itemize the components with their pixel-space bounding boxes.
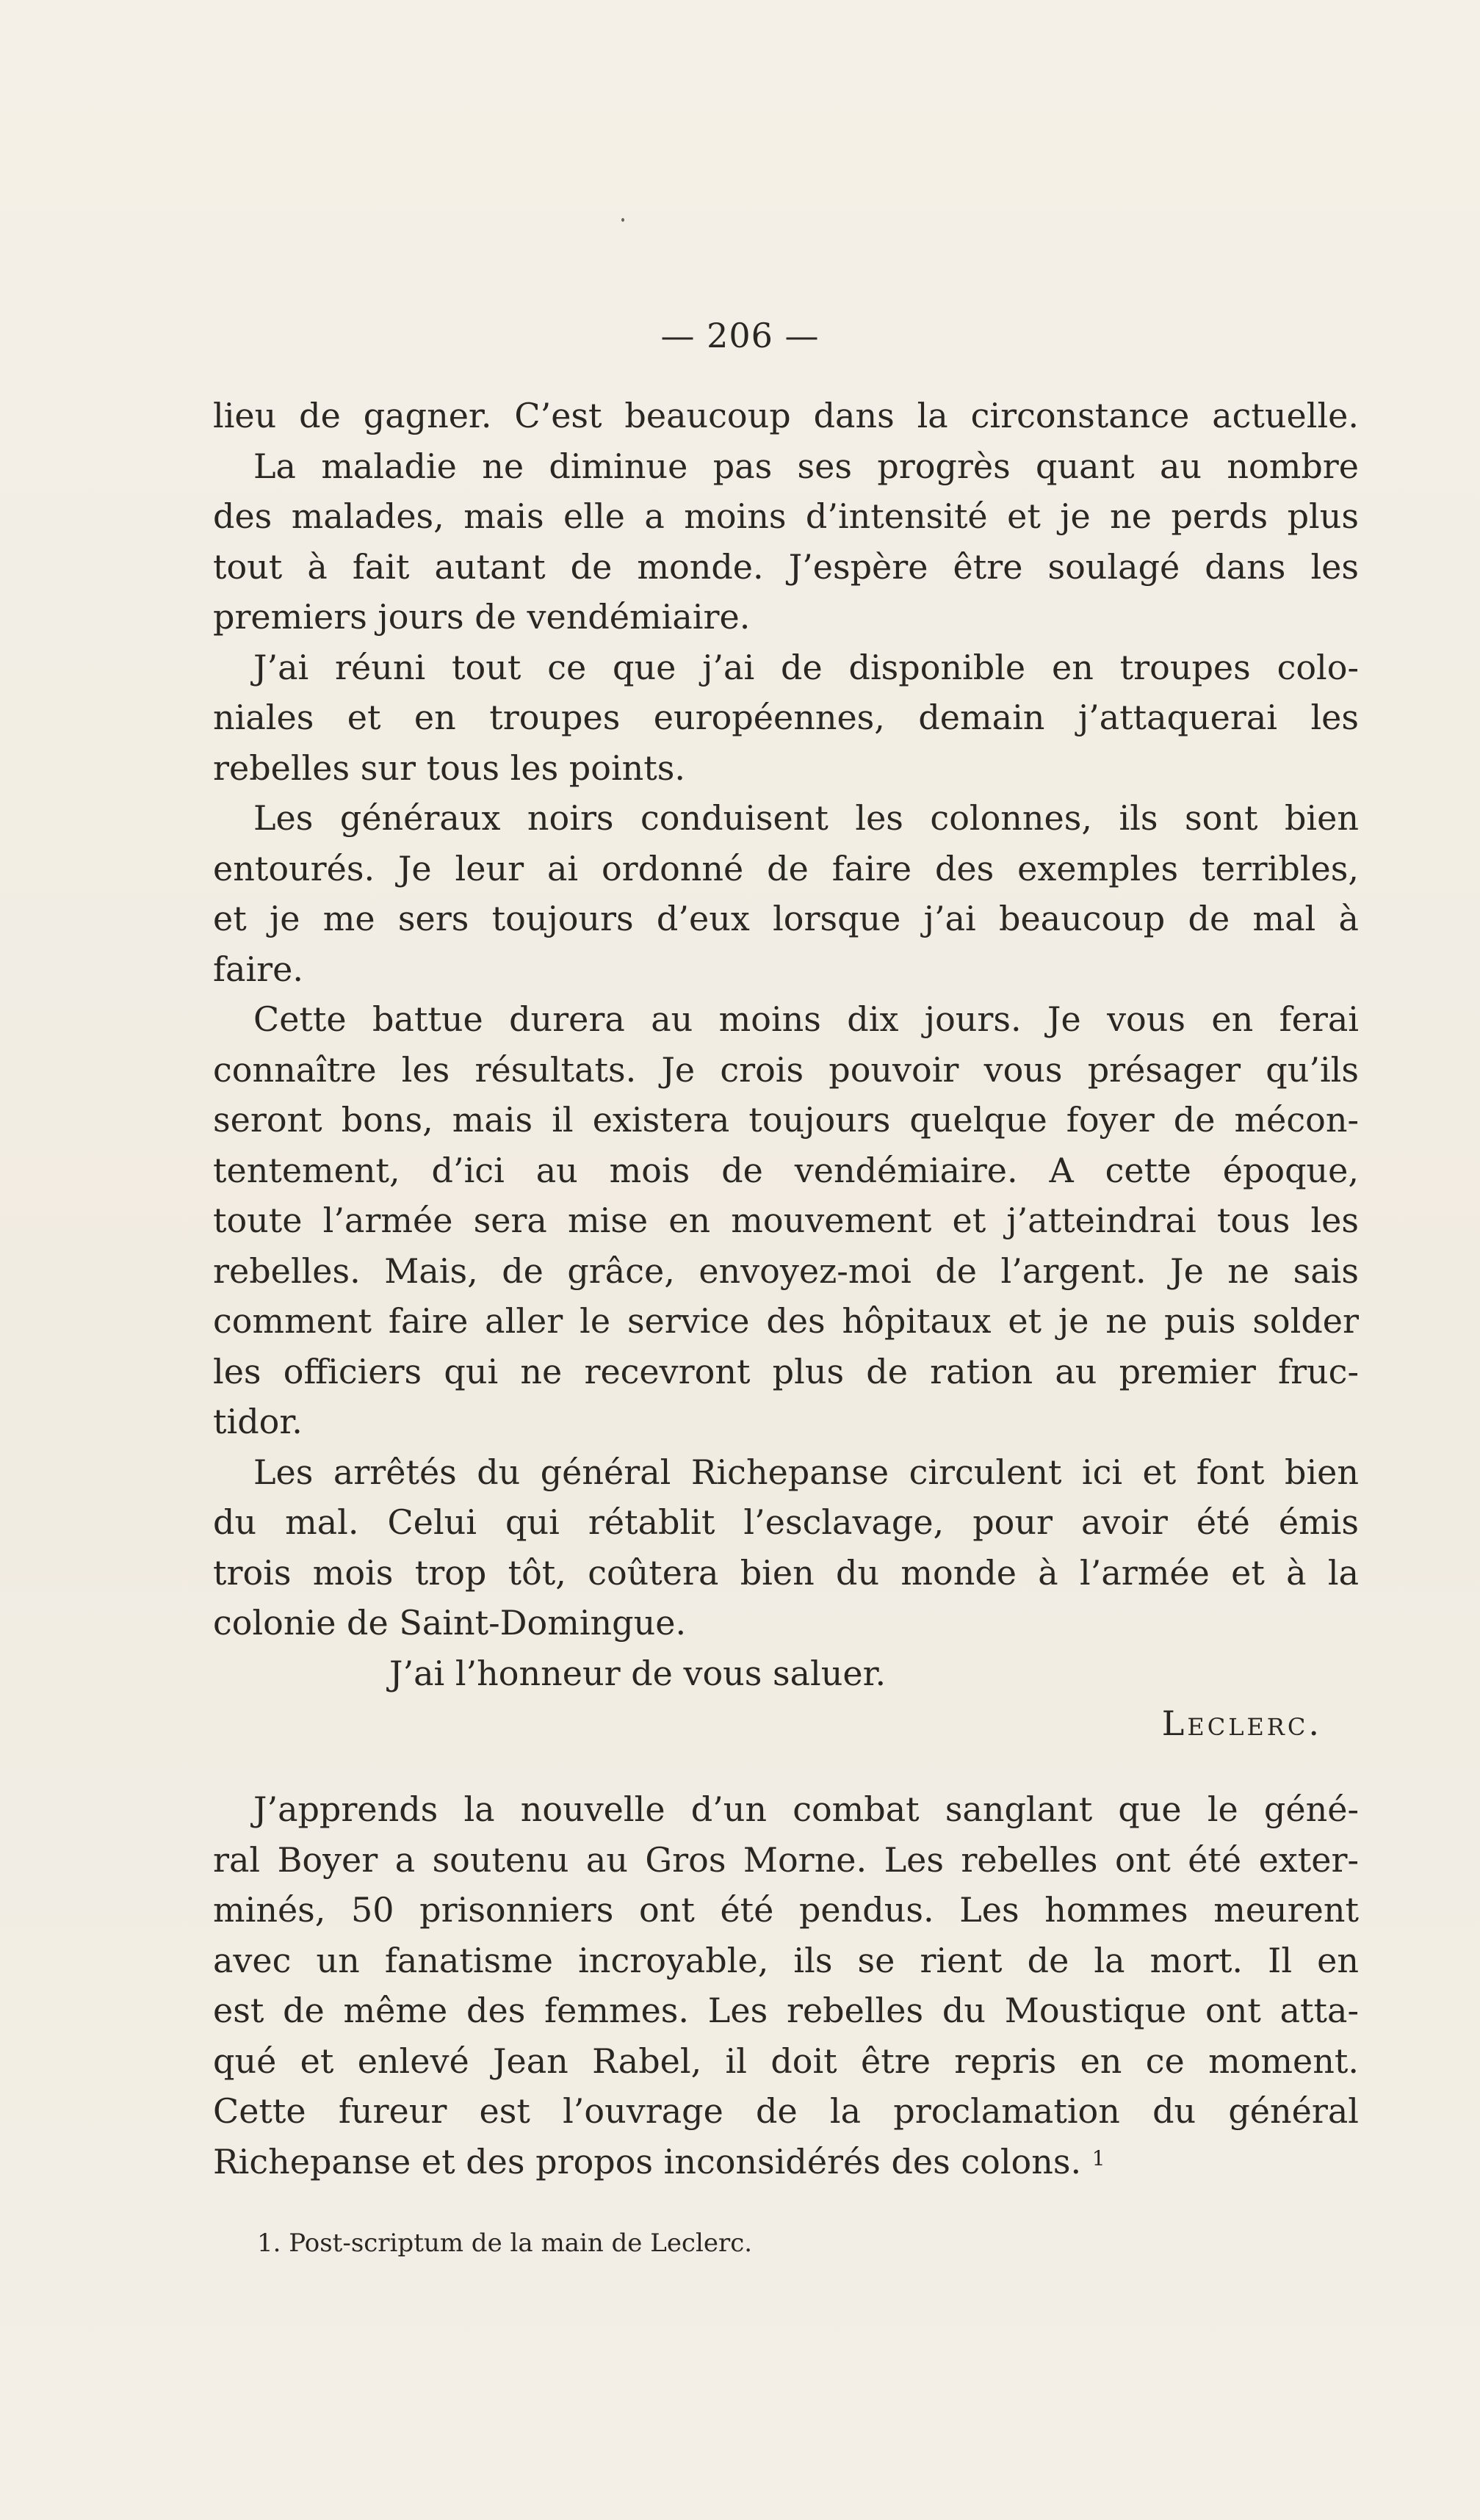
page-number: — 206 — <box>660 316 820 355</box>
print-speck <box>621 218 624 222</box>
text-line: est de même des femmes. Les rebelles du Moustique ont atta- <box>213 1991 1359 2030</box>
text-line: tout à fait autant de monde. J’espère être soulagé dans les <box>213 546 1359 587</box>
text-line: trois mois trop tôt, coûtera bien du monde à l’armée et à la <box>213 1552 1359 1593</box>
text-line: colonie de Saint-Domingue. <box>213 1603 687 1643</box>
text-line: qué et enlevé Jean Rabel, il doit être repris en ce moment. <box>213 2041 1359 2081</box>
text-line: Les arrêtés du général Richepanse circulent ici et font bien <box>253 1452 1359 1492</box>
text-line: seront bons, mais il existera toujours quelque foyer de mécon- <box>213 1100 1359 1140</box>
text-line: J’ai réuni tout ce que j’ai de disponible en troupes colo- <box>253 647 1359 687</box>
text-line: niales et en troupes européennes, demain j’attaquerai les <box>213 698 1359 737</box>
text-line: Richepanse et des propos inconsidérés des colons. $^1$ <box>213 2141 1105 2182</box>
text-line: toute l’armée sera mise en mouvement et j’atteindrai tous les <box>213 1201 1359 1240</box>
text-line: La maladie ne diminue pas ses progrès quant au nombre <box>253 446 1359 486</box>
text-line: du mal. Celui qui rétablit l’esclavage, pour avoir été émis <box>213 1502 1359 1542</box>
letter-body <box>213 391 1359 1749</box>
text-line: Cette battue durera au moins dix jours. Je vous en ferai <box>253 999 1359 1039</box>
text-line: avec un fanatisme incroyable, ils se rient de la mort. Il en <box>213 1940 1359 1980</box>
text-line: les officiers qui ne recevront plus de ration au premier fruc- <box>213 1351 1359 1391</box>
closing-salutation: J’ai l’honneur de vous saluer. <box>389 1653 887 1693</box>
text-line: et je me sers toujours d’eux lorsque j’ai beaucoup de mal à <box>213 899 1359 938</box>
text-line: faire. <box>213 949 303 989</box>
text-line: Les généraux noirs conduisent les colonnes, ils sont bien <box>253 798 1359 838</box>
signature: Leclerc. <box>1161 1703 1322 1743</box>
text-line: minés, 50 prisonniers ont été pendus. Les hommes meurent <box>213 1890 1359 1930</box>
text-line: rebelles sur tous les points. <box>213 747 685 788</box>
text-line: tentement, d’ici au mois de vendémiaire. A cette époque, <box>213 1150 1359 1190</box>
footnote-marker: 1 <box>1091 2146 1105 2170</box>
text-line: comment faire aller le service des hôpitaux et je ne puis solder <box>213 1301 1359 1341</box>
postscript-body <box>213 1784 1359 2187</box>
text-line: lieu de gagner. C’est beaucoup dans la circonstance actuelle. <box>213 396 1359 435</box>
footnote: 1. Post-scriptum de la main de Leclerc. <box>257 2228 753 2258</box>
text-line: entourés. Je leur ai ordonné de faire des exemples terribles, <box>213 848 1359 888</box>
text-line: des malades, mais elle a moins d’intensité et je ne perds plus <box>213 496 1359 536</box>
text-line: ral Boyer a soutenu au Gros Morne. Les rebelles ont été exter- <box>213 1839 1359 1880</box>
text-line: premiers jours de vendémiaire. <box>213 597 751 637</box>
text-line: Cette fureur est l’ouvrage de la proclamation du général <box>213 2091 1359 2131</box>
text-line: connaître les résultats. Je crois pouvoir vous présager qu’ils <box>213 1049 1359 1090</box>
text-line: tidor. <box>213 1402 303 1441</box>
text-line: J’apprends la nouvelle d’un combat sanglant que le géné- <box>253 1789 1359 1829</box>
text-line: rebelles. Mais, de grâce, envoyez-moi de l’argent. Je ne sais <box>213 1250 1359 1291</box>
